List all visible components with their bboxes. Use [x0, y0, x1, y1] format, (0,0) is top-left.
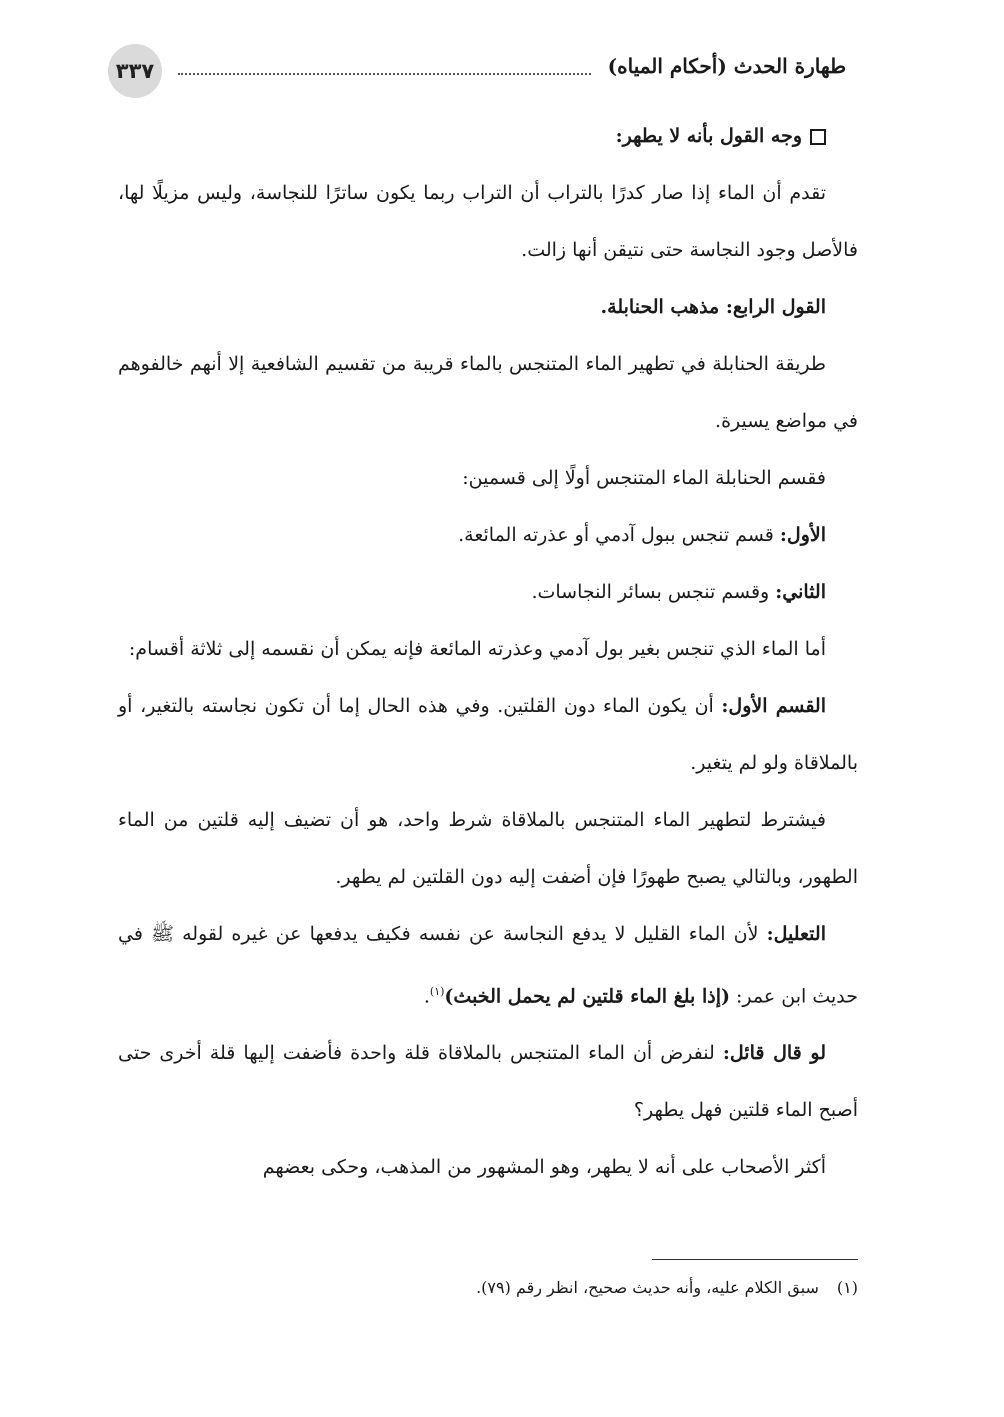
page-header [108, 44, 846, 100]
paragraph-lead: التعليل: [766, 923, 826, 945]
paragraph [118, 678, 858, 792]
paragraph [118, 564, 858, 621]
paragraph [118, 1025, 858, 1139]
paragraph [118, 906, 858, 1025]
section-heading [118, 108, 858, 165]
page-body [118, 108, 858, 1196]
running-title: طهارة الحدث (أحكام المياه) [607, 54, 846, 78]
paragraph [118, 507, 858, 564]
footnote-number: (١) [836, 1278, 858, 1297]
footnote-text: سبق الكلام عليه، وأنه حديث صحيح، انظر رقم (٧٩). [476, 1278, 819, 1297]
footnote-separator [652, 1259, 858, 1260]
page-number: ٣٣٧ [108, 44, 162, 98]
paragraph-lead: القسم الأول: [721, 695, 826, 717]
paragraph-text: لنفرض أن الماء المتنجس بالملاقاة قلة واحدة فأضفت إليها قلة أخرى حتى أصبح الماء قلتين فهل يطهر؟ [118, 1042, 858, 1122]
footnote [476, 1278, 858, 1297]
paragraph: طريقة الحنابلة في تطهير الماء المتنجس بالماء قريبة من تقسيم الشافعية إلا أنهم خالفوهم في مواضع يسيرة. [118, 353, 858, 432]
paragraph: فقسم الحنابلة الماء المتنجس أولًا إلى قسمين: [462, 467, 826, 489]
section-heading-text: وجه القول بأنه لا يطهر: [615, 125, 802, 147]
paragraph-end: . [423, 985, 430, 1008]
paragraph: فيشترط لتطهير الماء المتنجس بالملاقاة شرط واحد، هو أن تضيف إليه قلتين من الماء الطهور، وبالتالي يصبح طهورًا فإن أضفت إليه دون القلتين لم يطهر. [118, 809, 858, 888]
footnote-reference[interactable]: (١) [429, 985, 445, 998]
paragraph: أكثر الأصحاب على أنه لا يطهر، وهو المشهور من المذهب، وحكى بعضهم [262, 1156, 826, 1179]
paragraph: أما الماء الذي تنجس بغير بول آدمي وعذرته المائعة فإنه يمكن أن نقسمه إلى ثلاثة أقسام: [128, 638, 826, 660]
paragraph: تقدم أن الماء إذا صار كدرًا بالتراب أن التراب ربما يكون ساترًا للنجاسة، وليس مزيلًا لها، فالأصل وجود النجاسة حتى نتيقن أنها زالت. [118, 182, 858, 261]
checkbox-icon [810, 129, 826, 145]
hadith-quote: (إذا بلغ الماء قلتين لم يحمل الخبث) [444, 985, 730, 1008]
paragraph-text: لأن الماء القليل لا يدفع النجاسة عن نفسه فكيف يدفعها عن غيره لقوله ﷺ في حديث ابن عمر: [118, 923, 858, 1008]
header-dotted-leader [178, 73, 591, 75]
paragraph-text: قسم تنجس ببول آدمي أو عذرته المائعة. [458, 524, 780, 546]
section-heading: القول الرابع: مذهب الحنابلة. [600, 296, 826, 318]
paragraph-lead: الأول: [779, 524, 826, 546]
paragraph-text: وقسم تنجس بسائر النجاسات. [531, 581, 776, 603]
paragraph-text: أن يكون الماء دون القلتين. وفي هذه الحال إما أن تكون نجاسته بالتغير، أو بالملاقاة ولو لم يتغير. [118, 695, 858, 774]
paragraph-lead: لو قال قائل: [722, 1042, 827, 1065]
paragraph-lead: الثاني: [775, 581, 826, 603]
